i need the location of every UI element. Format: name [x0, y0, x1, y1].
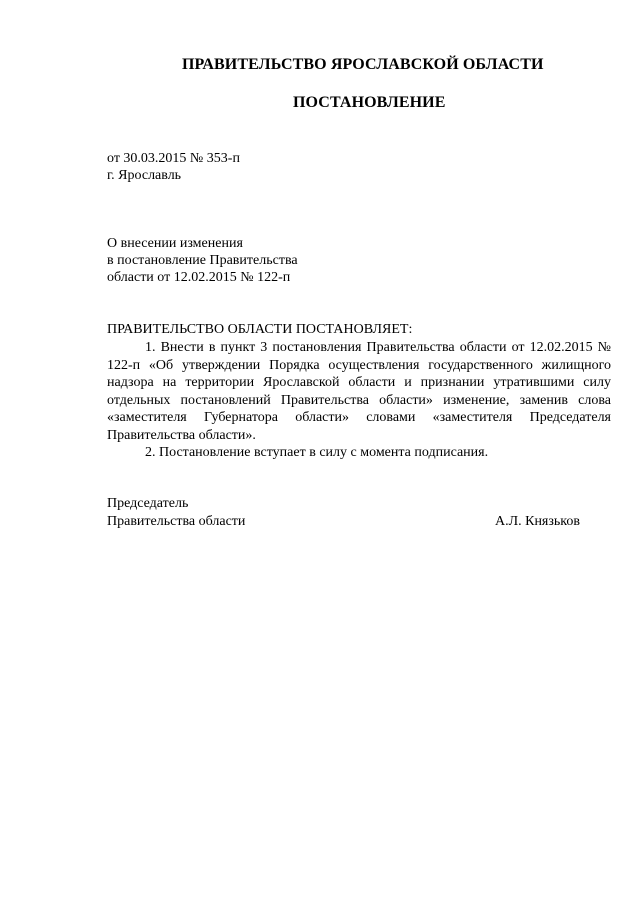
signer-title-line-2: Правительства области	[107, 514, 246, 529]
subject-line-3: области от 12.02.2015 № 122-п	[107, 270, 291, 285]
signer-name: А.Л. Князьков	[495, 514, 580, 529]
decree-date-number: от 30.03.2015 № 353-п	[107, 151, 240, 166]
preamble: ПРАВИТЕЛЬСТВО ОБЛАСТИ ПОСТАНОВЛЯЕТ:	[107, 322, 413, 337]
resolution-item-1: 1. Внести в пункт 3 постановления Правительства области от 12.02.2015 № 122-п «Об утверждении Порядка осуществления государственного жилищного надзора на территории Ярославской области и признании утратившими силу отдельных постановлений Правительства области» изменение, заменив слова «заместителя Губернатора области» словами «заместителя Председателя Правительства области».	[107, 340, 611, 443]
document-type-title: ПОСТАНОВЛЕНИЕ	[293, 94, 446, 111]
subject-line-2: в постановление Правительства	[107, 253, 298, 268]
signer-title-line-1: Председатель	[107, 496, 189, 511]
resolution-body	[107, 339, 611, 462]
government-title: ПРАВИТЕЛЬСТВО ЯРОСЛАВСКОЙ ОБЛАСТИ	[182, 56, 544, 73]
subject-line-1: О внесении изменения	[107, 236, 243, 251]
resolution-item-2: 2. Постановление вступает в силу с момента подписания.	[145, 445, 489, 460]
decree-city: г. Ярославль	[107, 168, 182, 183]
